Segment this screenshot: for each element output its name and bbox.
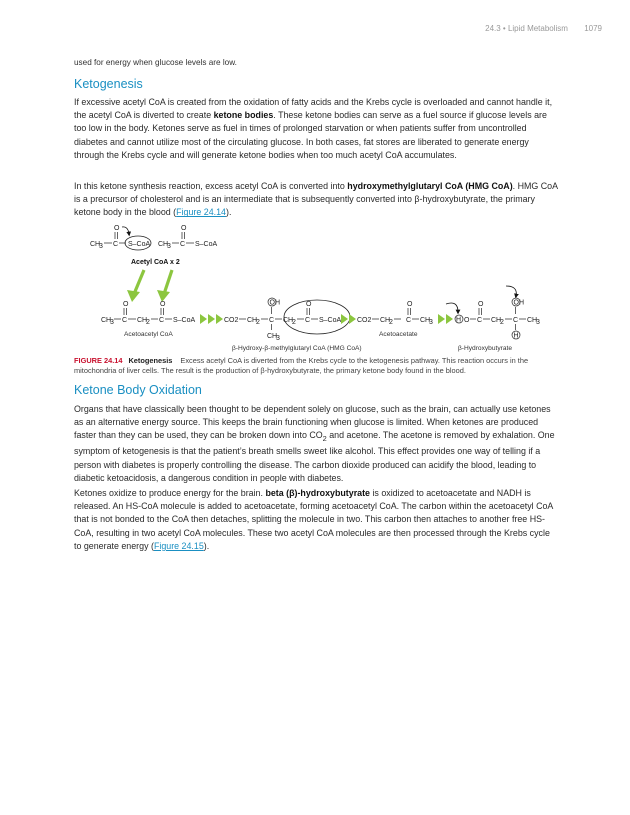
svg-text:H: H: [456, 316, 462, 324]
paragraph-ketogenesis-1: [74, 96, 558, 162]
green-arrows-down: [127, 270, 172, 302]
svg-text:2: 2: [256, 319, 260, 326]
svg-text:C: C: [513, 317, 519, 324]
svg-text:CH: CH: [380, 317, 391, 324]
svg-text:3: 3: [429, 319, 433, 326]
svg-text:3: 3: [110, 319, 114, 326]
term-beta-hydroxybutyrate: beta (β)-hydroxybutyrate: [265, 488, 370, 498]
svg-text:S–CoA: S–CoA: [128, 241, 151, 248]
svg-text:CH: CH: [420, 317, 431, 324]
svg-text:C: C: [269, 317, 275, 324]
svg-text:O: O: [181, 225, 187, 232]
p4-text-c: is oxidized to acetoacetate and NADH is released. An HS-CoA molecule is added to acetoacetate, forming acetoacetyl CoA. The carbon within the acetoacetyl CoA that is not bonded to the CoA then detaches, splitting the molecule in two. This carbon then attaches to another free HS-CoA, resulting in two acetyl CoA molecules. These two acetyl CoA molecules are then processed through the Krebs cycle to generate energy (: [74, 488, 553, 551]
p4-text-d: ).: [203, 540, 210, 551]
svg-text:CH: CH: [527, 317, 538, 324]
figure-caption: [74, 356, 558, 376]
label-hydroxybutyrate: β-Hydroxybutyrate: [458, 345, 512, 352]
figure-title: Ketogenesis: [128, 356, 173, 365]
hmg-coa-molecule: [224, 298, 350, 342]
running-head: [485, 24, 602, 33]
svg-text:O: O: [478, 301, 484, 308]
svg-text:O: O: [160, 301, 166, 308]
svg-text:2: 2: [500, 319, 504, 326]
figure-ketogenesis-diagram: [74, 222, 558, 354]
p3-text-b: and acetone. The acetone is removed by exhalation. One symptom of ketogenesis is that the patient’s breath smells sweet like alcohol. This effect provides one way of telling if a person with diabetes is properly controlling the disease. The carbon dioxide produced can acidify the blood, leading to diabetic ketoacidosis, a dangerous condition in people with diabetes.: [74, 430, 555, 483]
svg-text:CH: CH: [137, 317, 148, 324]
svg-text:CO2: CO2: [224, 317, 239, 324]
svg-text:2: 2: [389, 319, 393, 326]
p3-text-a: Organs that have classically been thought to be dependent solely on glucose, such as the brain, can actually use ketones as an alternative energy source. This keeps the brain functioning when glucose is limited. When ketones are produced faster than they can be used, they can be broken down into CO: [74, 404, 551, 441]
svg-text:C: C: [477, 317, 483, 324]
svg-text:3: 3: [536, 319, 540, 326]
p2-text-a: In this ketone synthesis reaction, excess acetyl CoA is converted into: [74, 181, 348, 191]
svg-text:H: H: [513, 332, 519, 340]
svg-text:C: C: [113, 241, 119, 248]
svg-text:O: O: [123, 301, 129, 308]
heading-ketone-body-oxidation: Ketone Body Oxidation: [74, 383, 202, 397]
page-number: 1079: [584, 24, 602, 33]
link-figure-24-14[interactable]: Figure 24.14: [176, 207, 226, 218]
svg-text:CH: CH: [491, 317, 502, 324]
green-chevrons-1: [200, 314, 223, 324]
svg-text:OH: OH: [269, 299, 280, 307]
p4-text-a: Ketones oxidize to produce energy for the brain.: [74, 488, 266, 498]
electron-arrow-3: [506, 286, 516, 296]
paragraph-ketogenesis-2: [74, 180, 558, 220]
link-figure-24-15[interactable]: Figure 24.15: [153, 540, 204, 551]
svg-text:CH: CH: [283, 317, 294, 324]
electron-arrow-2: [446, 303, 458, 312]
paragraph-oxidation-2: [74, 487, 558, 553]
label-hmg-coa: β-Hydroxy-β-methylglutaryl CoA (HMG CoA): [232, 345, 362, 352]
green-chevrons-3: [438, 314, 453, 324]
heading-ketogenesis: Ketogenesis: [74, 77, 143, 91]
svg-text:2: 2: [292, 319, 296, 326]
label-acetoacetate: Acetoacetate: [379, 331, 418, 338]
label-acetoacetyl-coa: Acetoacetyl CoA: [124, 331, 173, 338]
svg-text:S–CoA: S–CoA: [319, 317, 342, 324]
svg-text:C: C: [159, 317, 165, 324]
acetoacetate-molecule: [357, 301, 433, 326]
acetoacetyl-coa-molecule: [101, 301, 196, 326]
svg-text:CO2: CO2: [357, 317, 372, 324]
svg-text:C: C: [305, 317, 311, 324]
svg-text:3: 3: [167, 243, 171, 250]
svg-text:3: 3: [99, 243, 103, 250]
figure-number: FIGURE 24.14: [74, 356, 123, 365]
acetyl-coa-molecule-1: [90, 225, 151, 250]
paragraph-oxidation-1: [74, 403, 558, 485]
figure-caption-text: Excess acetyl CoA is diverted from the Krebs cycle to the ketogenesis pathway. This reaction occurs in the mitochondria of liver cells. The result is the production of β-hydroxybutyrate, the primary ketone body found in the blood.: [74, 356, 529, 375]
p2-text-d: ).: [225, 207, 232, 218]
svg-text:2: 2: [146, 319, 150, 326]
term-ketone-bodies: ketone bodies: [213, 110, 274, 121]
section-label: 24.3 • Lipid Metabolism: [485, 24, 568, 33]
svg-text:C: C: [122, 317, 128, 324]
svg-text:CH: CH: [101, 317, 112, 324]
svg-text:CH: CH: [90, 241, 101, 248]
svg-text:OH: OH: [513, 299, 524, 307]
svg-text:O: O: [407, 301, 413, 308]
svg-text:S–CoA: S–CoA: [195, 241, 218, 248]
electron-arrow: [122, 227, 129, 234]
svg-text:CH: CH: [267, 333, 278, 340]
svg-text:C: C: [180, 241, 186, 248]
svg-text:CH: CH: [247, 317, 258, 324]
svg-text:S–CoA: S–CoA: [173, 317, 196, 324]
svg-text:O: O: [306, 301, 312, 308]
svg-text:3: 3: [276, 335, 280, 342]
lead-text: used for energy when glucose levels are low.: [74, 58, 237, 67]
p1-text-c: . These ketone bodies can serve as a fuel source if glucose levels are too low in the body. Ketones serve as fuel in times of prolonged starvation or when patients suffer from uncontrolled diabetes and cannot utilize most of the circulating glucose. In both cases, fat stores are liberated to generate energy through the Krebs cycle and will generate ketone bodies when too much acetyl CoA accumulates.: [74, 110, 547, 160]
hydroxybutyrate-molecule: [446, 286, 540, 340]
svg-text:CH: CH: [158, 241, 169, 248]
p2-text-c: . HMG CoA is a precursor of cholesterol and is an intermediate that is subsequently converted into β-hydroxybutyrate, the primary ketone body in the blood (: [74, 181, 558, 218]
p1-text-a: If excessive acetyl CoA is created from the oxidation of fatty acids and the Krebs cycle is overloaded and cannot handle it, the acetyl CoA is diverted to create: [74, 97, 553, 121]
acetyl-coa-molecule-2: [158, 225, 218, 250]
svg-text:C: C: [406, 317, 412, 324]
label-acetyl-coa: Acetyl CoA x 2: [131, 259, 180, 266]
svg-text:O: O: [114, 225, 120, 232]
ketogenesis-diagram: [74, 222, 558, 354]
co2-subscript: 2: [322, 434, 327, 444]
svg-text:O: O: [464, 317, 470, 324]
term-hmg-coa: hydroxymethylglutaryl CoA (HMG CoA): [347, 181, 513, 191]
